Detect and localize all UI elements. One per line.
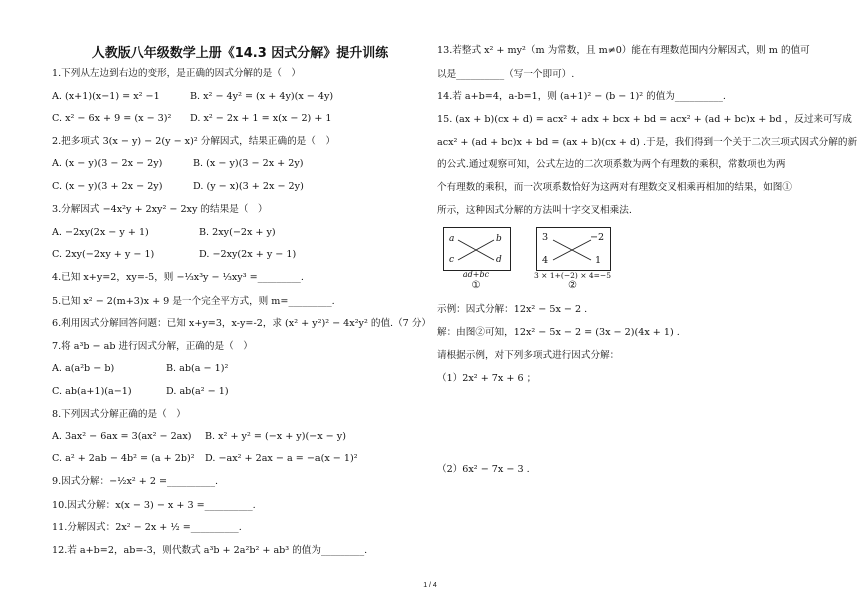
q8-option-d: D. −ax² + 2ax − a = −a(x − 1)²: [205, 453, 358, 464]
question-15-line4: 个有理数的乘积，而一次项系数恰好为这两对有理数交叉相乘再相加的结果，如图①: [437, 182, 792, 193]
question-6: 6.利用因式分解回答问题：已知 x+y=3，x-y=-2，求 (x² + y²)² − 4x²y² 的值.（7 分）: [52, 318, 432, 329]
question-7: 7.将 a³b − ab 进行因式分解，正确的是（ ）: [52, 341, 253, 352]
question-15-line2: acx² + (ad + bc)x + bd = (ax + b)(cx + d) .于是，我们得到一个关于二次三项式因式分解的新: [437, 137, 858, 148]
q1-option-b: B. x² − 4y² = (x + 4y)(x − 4y): [190, 91, 334, 102]
fig1-label-a: a: [449, 234, 455, 244]
question-15-line5: 所示，这种因式分解的方法叫十字交叉相乘法.: [437, 205, 632, 216]
problem-1: （1）2x² + 7x + 6 ；: [437, 373, 537, 384]
question-14: 14.若 a+b=4，a-b=1，则 (a+1)² − (b − 1)² 的值为__________.: [437, 91, 726, 102]
fig1-label-c: c: [449, 255, 455, 265]
q1-option-d: D. x² − 2x + 1 = x(x − 2) + 1: [190, 113, 332, 124]
fig2-label-3: 3: [542, 232, 549, 243]
q2-option-d: D. (y − x)(3 + 2x − 2y): [193, 181, 304, 192]
q7-option-c: C. ab(a+1)(a−1): [52, 386, 132, 397]
q3-option-c: C. 2xy(−2xy + y − 1): [52, 249, 155, 260]
question-5: 5.已知 x² − 2(m+3)x + 9 是一个完全平方式，则 m=_________.: [52, 296, 335, 307]
figure-1-caption: ad+bc: [462, 270, 490, 279]
figure-2-caption: 3 × 1+(−2) × 4=−5: [534, 271, 611, 280]
q3-option-a: A. −2xy(2x − y + 1): [52, 227, 149, 238]
q7-option-a: A. a(a²b − b): [52, 363, 115, 374]
q8-option-c: C. a² + 2ab − 4b² = (a + 2b)²: [52, 453, 195, 464]
worksheet-title: 人教版八年级数学上册《14.3 因式分解》提升训练: [91, 46, 389, 61]
fig1-label-d: d: [496, 255, 502, 265]
question-13-line2: 以是__________（写一个即可）.: [437, 69, 575, 80]
q2-option-c: C. (x − y)(3 + 2x − 2y): [52, 181, 163, 192]
fig2-label-1: 1: [595, 255, 602, 266]
question-15-line1: 15. (ax + b)(cx + d) = acx² + adx + bcx + bd = acx² + (ad + bc)x + bd ，反过来可写成: [437, 114, 852, 125]
question-9: 9.因式分解：−½x² + 2 =__________.: [52, 476, 219, 487]
fig2-label-4: 4: [542, 255, 549, 266]
q7-option-d: D. ab(a² − 1): [166, 386, 229, 397]
question-15-line3: 的公式.通过观察可知，公式左边的二次项系数为两个有理数的乘积，常数项也为两: [437, 159, 786, 170]
q2-option-a: A. (x − y)(3 − 2x − 2y): [52, 158, 163, 169]
fig2-label-neg2: −2: [590, 232, 605, 243]
q3-option-d: D. −2xy(2x + y − 1): [199, 249, 297, 260]
example-line2: 解：由图②可知，12x² − 5x − 2 = (3x − 2)(4x + 1) .: [437, 327, 680, 338]
q8-option-b: B. x² + y² = (−x + y)(−x − y): [205, 431, 346, 442]
figure-1-cross-diagram: [443, 227, 511, 271]
question-2: 2.把多项式 3(x − y) − 2(y − x)² 分解因式，结果正确的是（ ）: [52, 136, 336, 147]
problem-2: （2）6x² − 7x − 3 .: [437, 464, 530, 475]
instructions: 请根据示例，对下列多项式进行因式分解：: [437, 350, 620, 361]
figure-1-number: ①: [471, 280, 481, 291]
page-number: 1 / 4: [423, 582, 437, 589]
question-4: 4.已知 x+y=2，xy=-5，则 −⅓x³y − ⅓xy³ =_________.: [52, 272, 304, 283]
q2-option-b: B. (x − y)(3 − 2x + 2y): [193, 158, 304, 169]
q8-option-a: A. 3ax² − 6ax = 3(ax² − 2ax): [52, 431, 192, 442]
question-11: 11.分解因式：2x² − 2x + ½ =__________.: [52, 522, 242, 533]
q7-option-b: B. ab(a − 1)²: [166, 363, 229, 374]
q1-option-a: A. (x+1)(x−1) = x² −1: [52, 91, 160, 102]
q1-option-c: C. x² − 6x + 9 = (x − 3)²: [52, 113, 172, 124]
figure-2-number: ②: [568, 280, 577, 291]
question-8: 8.下列因式分解正确的是（ ）: [52, 409, 186, 420]
question-13-line1: 13.若整式 x² + my²（m 为常数，且 m≠0）能在有理数范围内分解因式，则 m 的值可: [437, 45, 810, 56]
q3-option-b: B. 2xy(−2x + y): [199, 227, 276, 238]
fig1-label-b: b: [496, 234, 502, 244]
question-3: 3.分解因式 −4x²y + 2xy² − 2xy 的结果是（ ）: [52, 204, 268, 215]
example-line1: 示例：因式分解：12x² − 5x − 2 .: [437, 304, 588, 315]
question-12: 12.若 a+b=2，ab=-3，则代数式 a³b + 2a²b² + ab³ 的值为_________.: [52, 545, 368, 556]
figure-2-cross-diagram: [536, 227, 611, 271]
question-10: 10.因式分解：x(x − 3) − x + 3 =__________.: [52, 500, 256, 511]
question-1: 1.下列从左边到右边的变形，是正确的因式分解的是（ ）: [52, 68, 301, 79]
